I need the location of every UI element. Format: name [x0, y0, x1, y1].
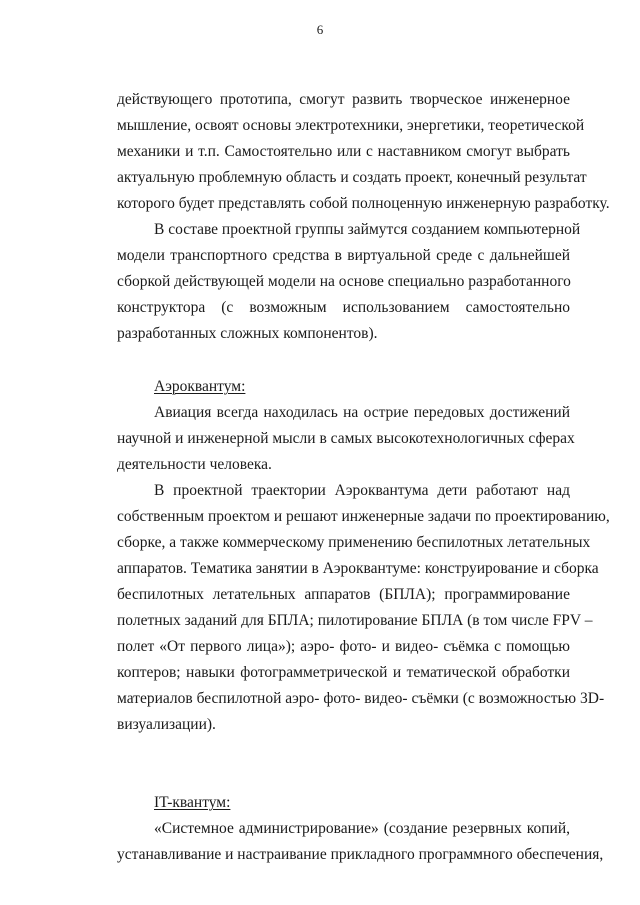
paragraph-aero-trajectory [117, 478, 610, 738]
text-line: полет «От первого лица»); аэро- фото- и видео- съёмка с помощью [117, 638, 570, 655]
text-line: сборке, а также коммерческому применению беспилотных летательных [117, 534, 591, 551]
text-line: действующего прототипа, смогут развить творческое инженерное [117, 91, 570, 108]
text-line: модели транспортного средства в виртуальной среде с дальнейшей [117, 247, 570, 264]
text-line: сборкой действующей модели на основе специально разработанного [117, 273, 571, 290]
text-line: материалов беспилотной аэро- фото- видео- съёмки (с возможностью 3D- [117, 690, 605, 707]
text-line: которого будет представлять собой полноценную инженерную разработку. [117, 195, 610, 212]
text-line: собственным проектом и решают инженерные задачи по проектированию, [117, 508, 610, 525]
page-body [117, 87, 610, 868]
text-line: В проектной траектории Аэроквантума дети работают над [154, 482, 570, 499]
text-line: мышление, освоят основы электротехники, энергетики, теоретической [117, 117, 585, 134]
text-line: деятельности человека. [117, 456, 272, 473]
text-line: коптеров; навыки фотограмметрической и тематической обработки [117, 664, 570, 681]
section-heading-it-quantum [117, 790, 570, 816]
paragraph-project-group [117, 217, 581, 347]
heading-text: IT-квантум: [154, 794, 231, 811]
paragraph-aviation [117, 400, 575, 478]
section-heading-aeroquantum [117, 374, 570, 400]
text-line: устанавливание и настраивание прикладного программного обеспечения, [117, 846, 604, 863]
text-line: разработанных сложных компонентов). [117, 325, 378, 342]
text-line: «Системное администрирование» (создание резервных копий, [154, 820, 570, 837]
heading-text: Аэроквантум: [154, 378, 246, 395]
text-line: беспилотных летательных аппаратов (БПЛА); программирование [117, 586, 570, 603]
spacer [117, 738, 570, 790]
text-line: конструктора (с возможным использованием самостоятельно [117, 299, 570, 316]
spacer [117, 347, 570, 374]
text-line: актуальную проблемную область и создать проект, конечный результат [117, 169, 587, 186]
paragraph-system-admin [117, 816, 604, 868]
text-line: Авиация всегда находилась на острие передовых достижений [154, 404, 570, 421]
page-number: 6 [316, 22, 324, 37]
text-line: полетных заданий для БПЛА; пилотирование БПЛА (в том числе FPV – [117, 612, 593, 629]
text-line: научной и инженерной мысли в самых высокотехнологичных сферах [117, 430, 575, 447]
text-line: аппаратов. Тематика занятии в Аэроквантуме: конструирование и сборка [117, 560, 599, 577]
text-line: визуализации). [117, 716, 216, 733]
text-line: механики и т.п. Самостоятельно или с наставником смогут выбрать [117, 143, 570, 160]
paragraph-intro-continuation [117, 87, 610, 217]
text-line: В составе проектной группы займутся созданием компьютерной [154, 221, 581, 238]
